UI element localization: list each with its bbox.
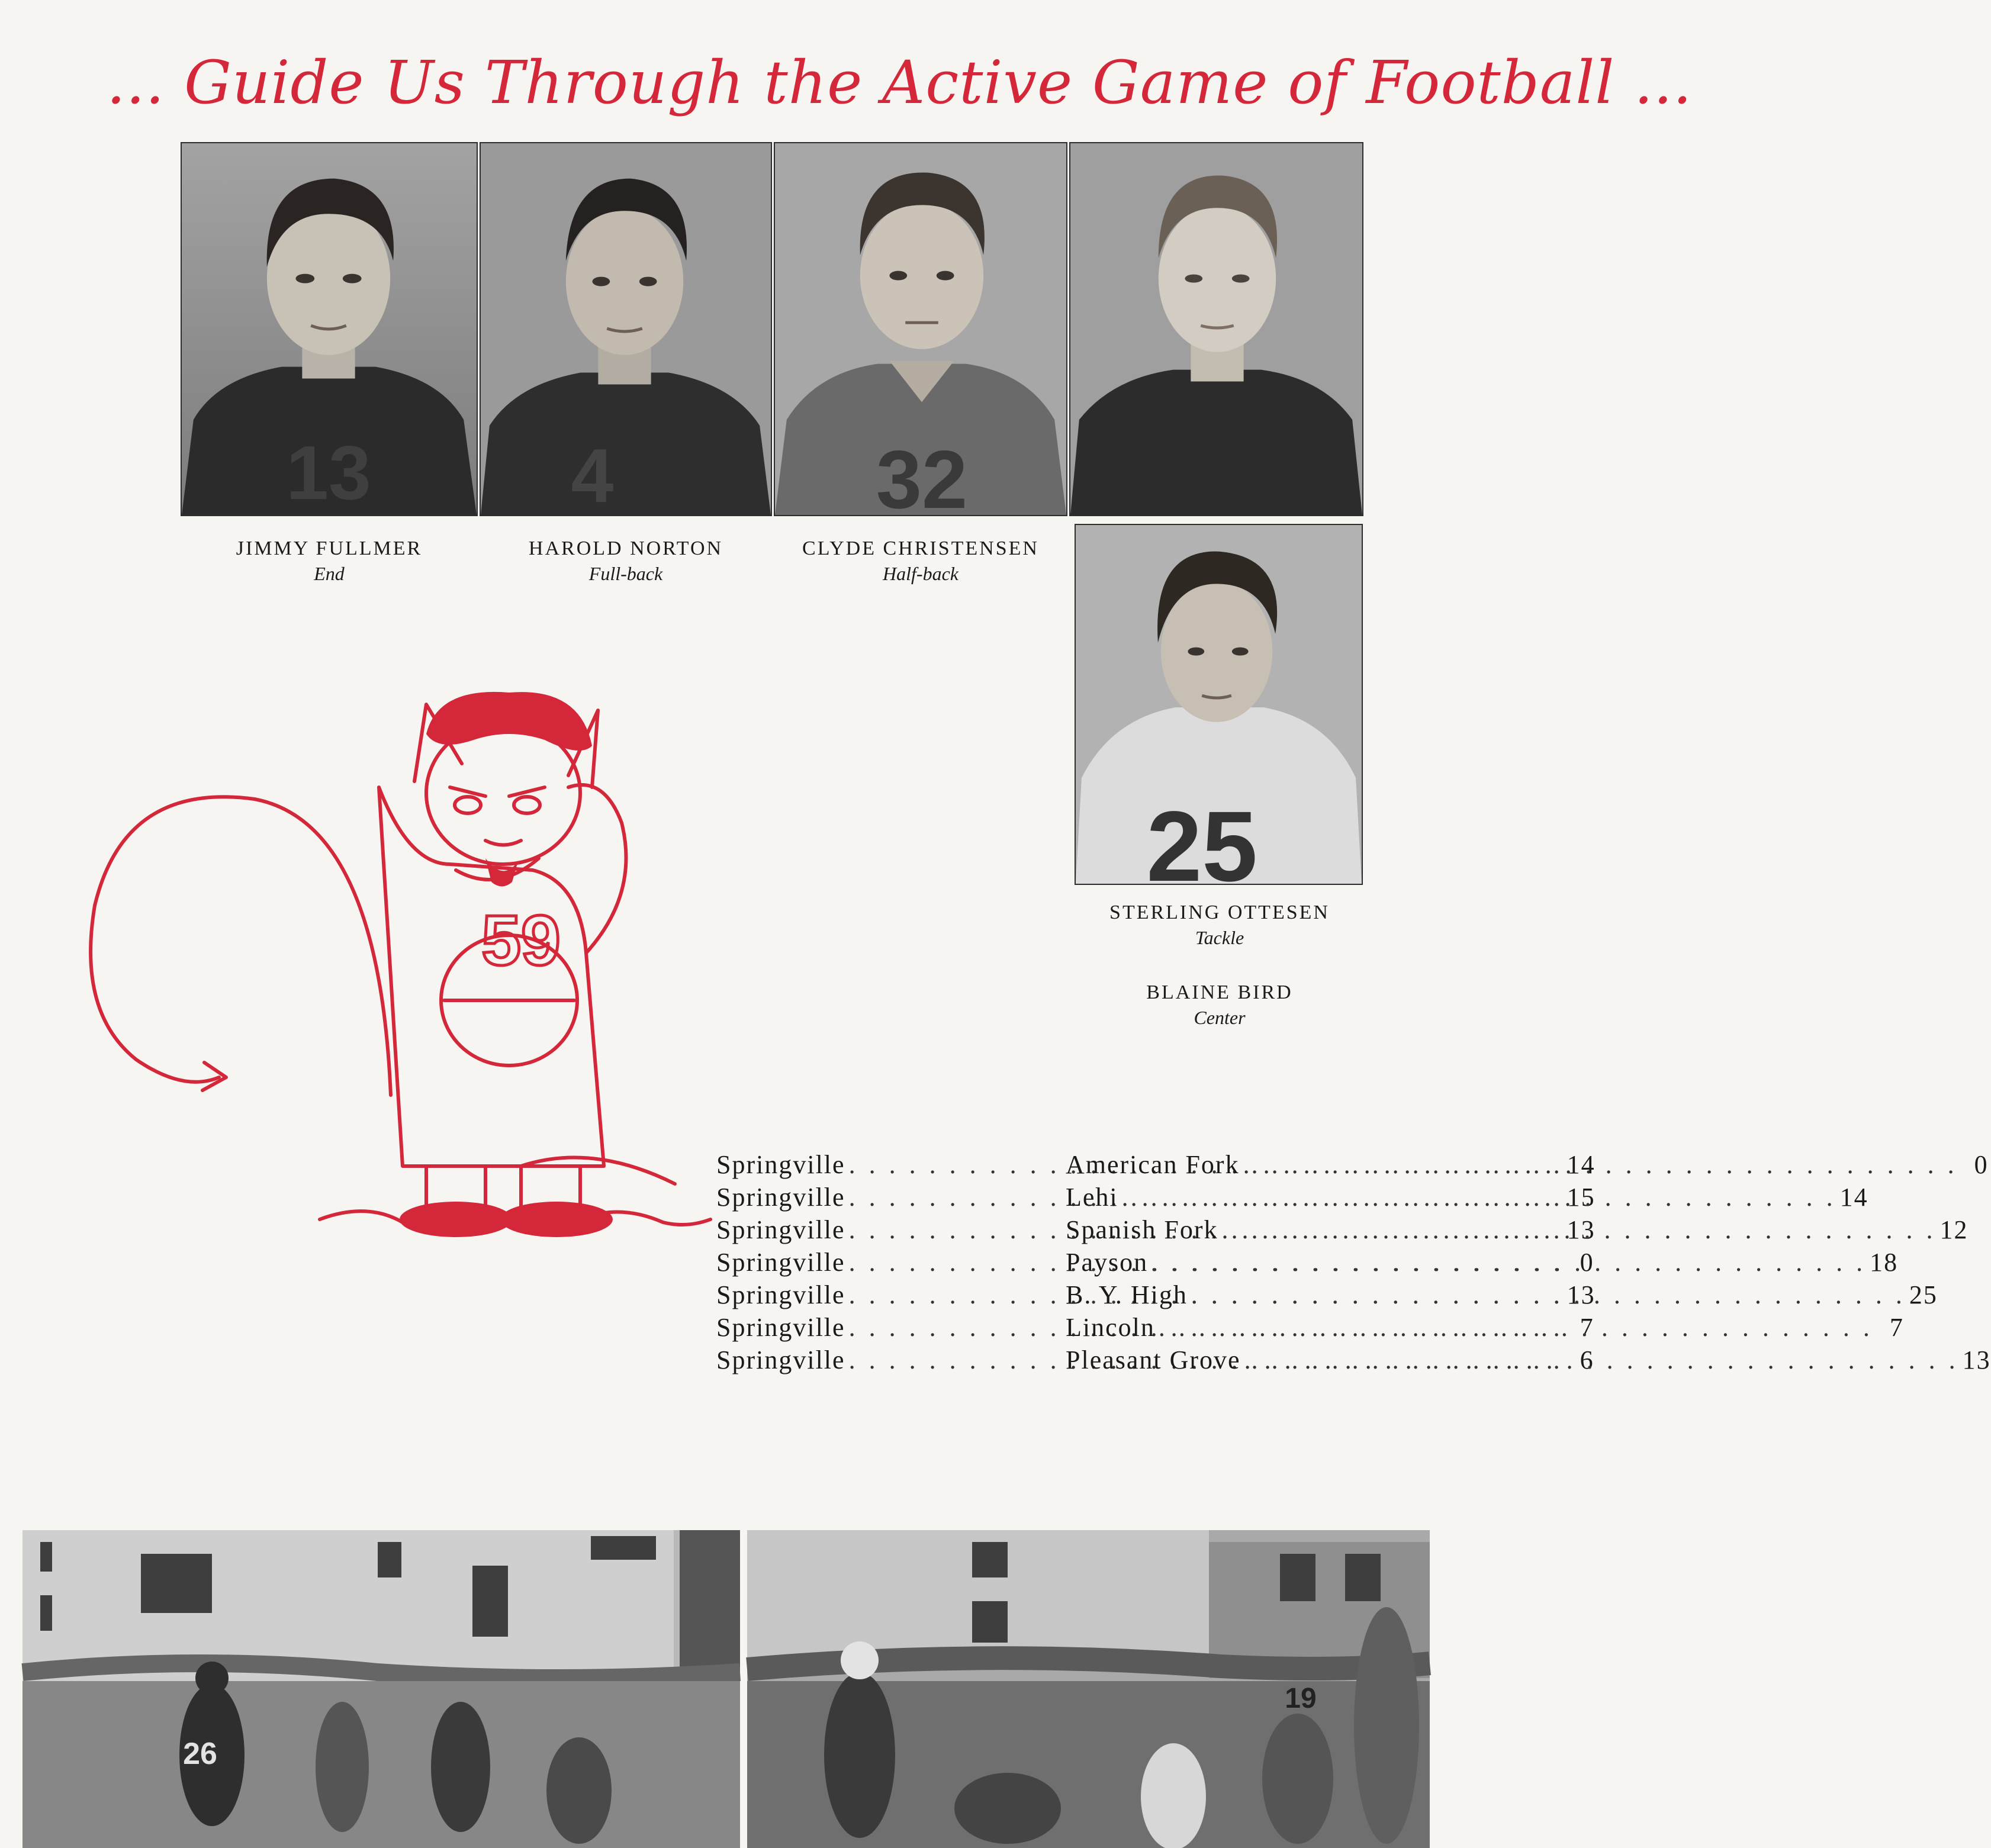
- player-position: Center: [1194, 1007, 1246, 1029]
- opponent-score: 25: [1909, 1280, 1938, 1309]
- player-name: JIMMY FULLMER: [236, 537, 423, 559]
- player-position: Tackle: [1195, 927, 1244, 949]
- player-name: STERLING OTTESEN: [1109, 902, 1330, 923]
- opponent-name: Spanish Fork: [1066, 1215, 1218, 1244]
- action-photo-right: [747, 1530, 1430, 1848]
- photo-blaine-bird: [1075, 524, 1363, 903]
- opponent-name: B. Y. High: [1066, 1280, 1188, 1309]
- photo-clyde-christensen: [774, 142, 1067, 526]
- mascot-jersey-number: 59: [481, 901, 561, 980]
- team-score: 15: [1567, 1183, 1596, 1212]
- caption-clyde-christensen: [774, 536, 1067, 587]
- opponent-score: 18: [1870, 1248, 1899, 1277]
- player-position: Full-back: [588, 563, 663, 585]
- player-name: CLYDE CHRISTENSEN: [802, 537, 1039, 559]
- opponent-score: 14: [1839, 1183, 1868, 1212]
- team-score: 0: [1580, 1248, 1594, 1277]
- team-name: Springville: [716, 1345, 845, 1374]
- team-name: Springville: [716, 1280, 845, 1309]
- action-photo-left: [22, 1530, 740, 1848]
- caption-blaine-bird: [1072, 980, 1368, 1031]
- team-name: Springville: [716, 1150, 845, 1179]
- opponent-score: 13: [1962, 1345, 1991, 1374]
- team-name: Springville: [716, 1183, 845, 1212]
- action-left-jersey-number: 26: [183, 1737, 217, 1771]
- player-position: Half-back: [883, 563, 958, 585]
- player-name: BLAINE BIRD: [1146, 981, 1293, 1003]
- page-headline: ... Guide Us Through the Active Game of Football ...: [107, 48, 1693, 117]
- opponent-score: 12: [1939, 1215, 1969, 1244]
- photo-harold-norton: [480, 142, 772, 519]
- team-score: 13: [1567, 1280, 1596, 1309]
- photo-sterling-ottesen: [1069, 142, 1363, 516]
- team-name: Springville: [716, 1215, 845, 1244]
- jersey-number-ottesen-photo: 25: [1146, 790, 1257, 903]
- photo-jimmy-fullmer: [181, 142, 478, 516]
- opponent-name: Lincoln: [1066, 1313, 1155, 1342]
- jersey-number-christensen: 32: [876, 433, 968, 526]
- opponent-name: American Fork: [1066, 1150, 1240, 1179]
- player-name: HAROLD NORTON: [528, 537, 723, 559]
- score-row: [1066, 1311, 1904, 1344]
- caption-harold-norton: [480, 536, 772, 587]
- opponent-name: Payson: [1066, 1248, 1149, 1277]
- team-name: Springville: [716, 1248, 845, 1277]
- opponent-name: Lehi: [1066, 1183, 1118, 1212]
- opponent-score: 0: [1974, 1150, 1989, 1179]
- caption-jimmy-fullmer: [181, 536, 478, 587]
- jersey-number-fullmer: 13: [286, 430, 371, 516]
- opponent-score: 7: [1889, 1313, 1904, 1342]
- jersey-number-norton: 4: [571, 433, 614, 519]
- devil-mascot-illustration: [71, 645, 710, 1237]
- score-row: [1066, 1344, 1991, 1376]
- team-score: 7: [1580, 1313, 1594, 1342]
- caption-sterling-ottesen: [1072, 900, 1368, 951]
- team-name: Springville: [716, 1313, 845, 1342]
- team-score: 6: [1580, 1345, 1594, 1374]
- player-position: End: [314, 563, 345, 585]
- score-row: [1066, 1246, 1899, 1279]
- action-right-jersey-number: 19: [1285, 1683, 1317, 1714]
- opponent-name: Pleasant Grove: [1066, 1345, 1241, 1374]
- team-score: 14: [1567, 1150, 1596, 1179]
- team-score: 13: [1567, 1215, 1596, 1244]
